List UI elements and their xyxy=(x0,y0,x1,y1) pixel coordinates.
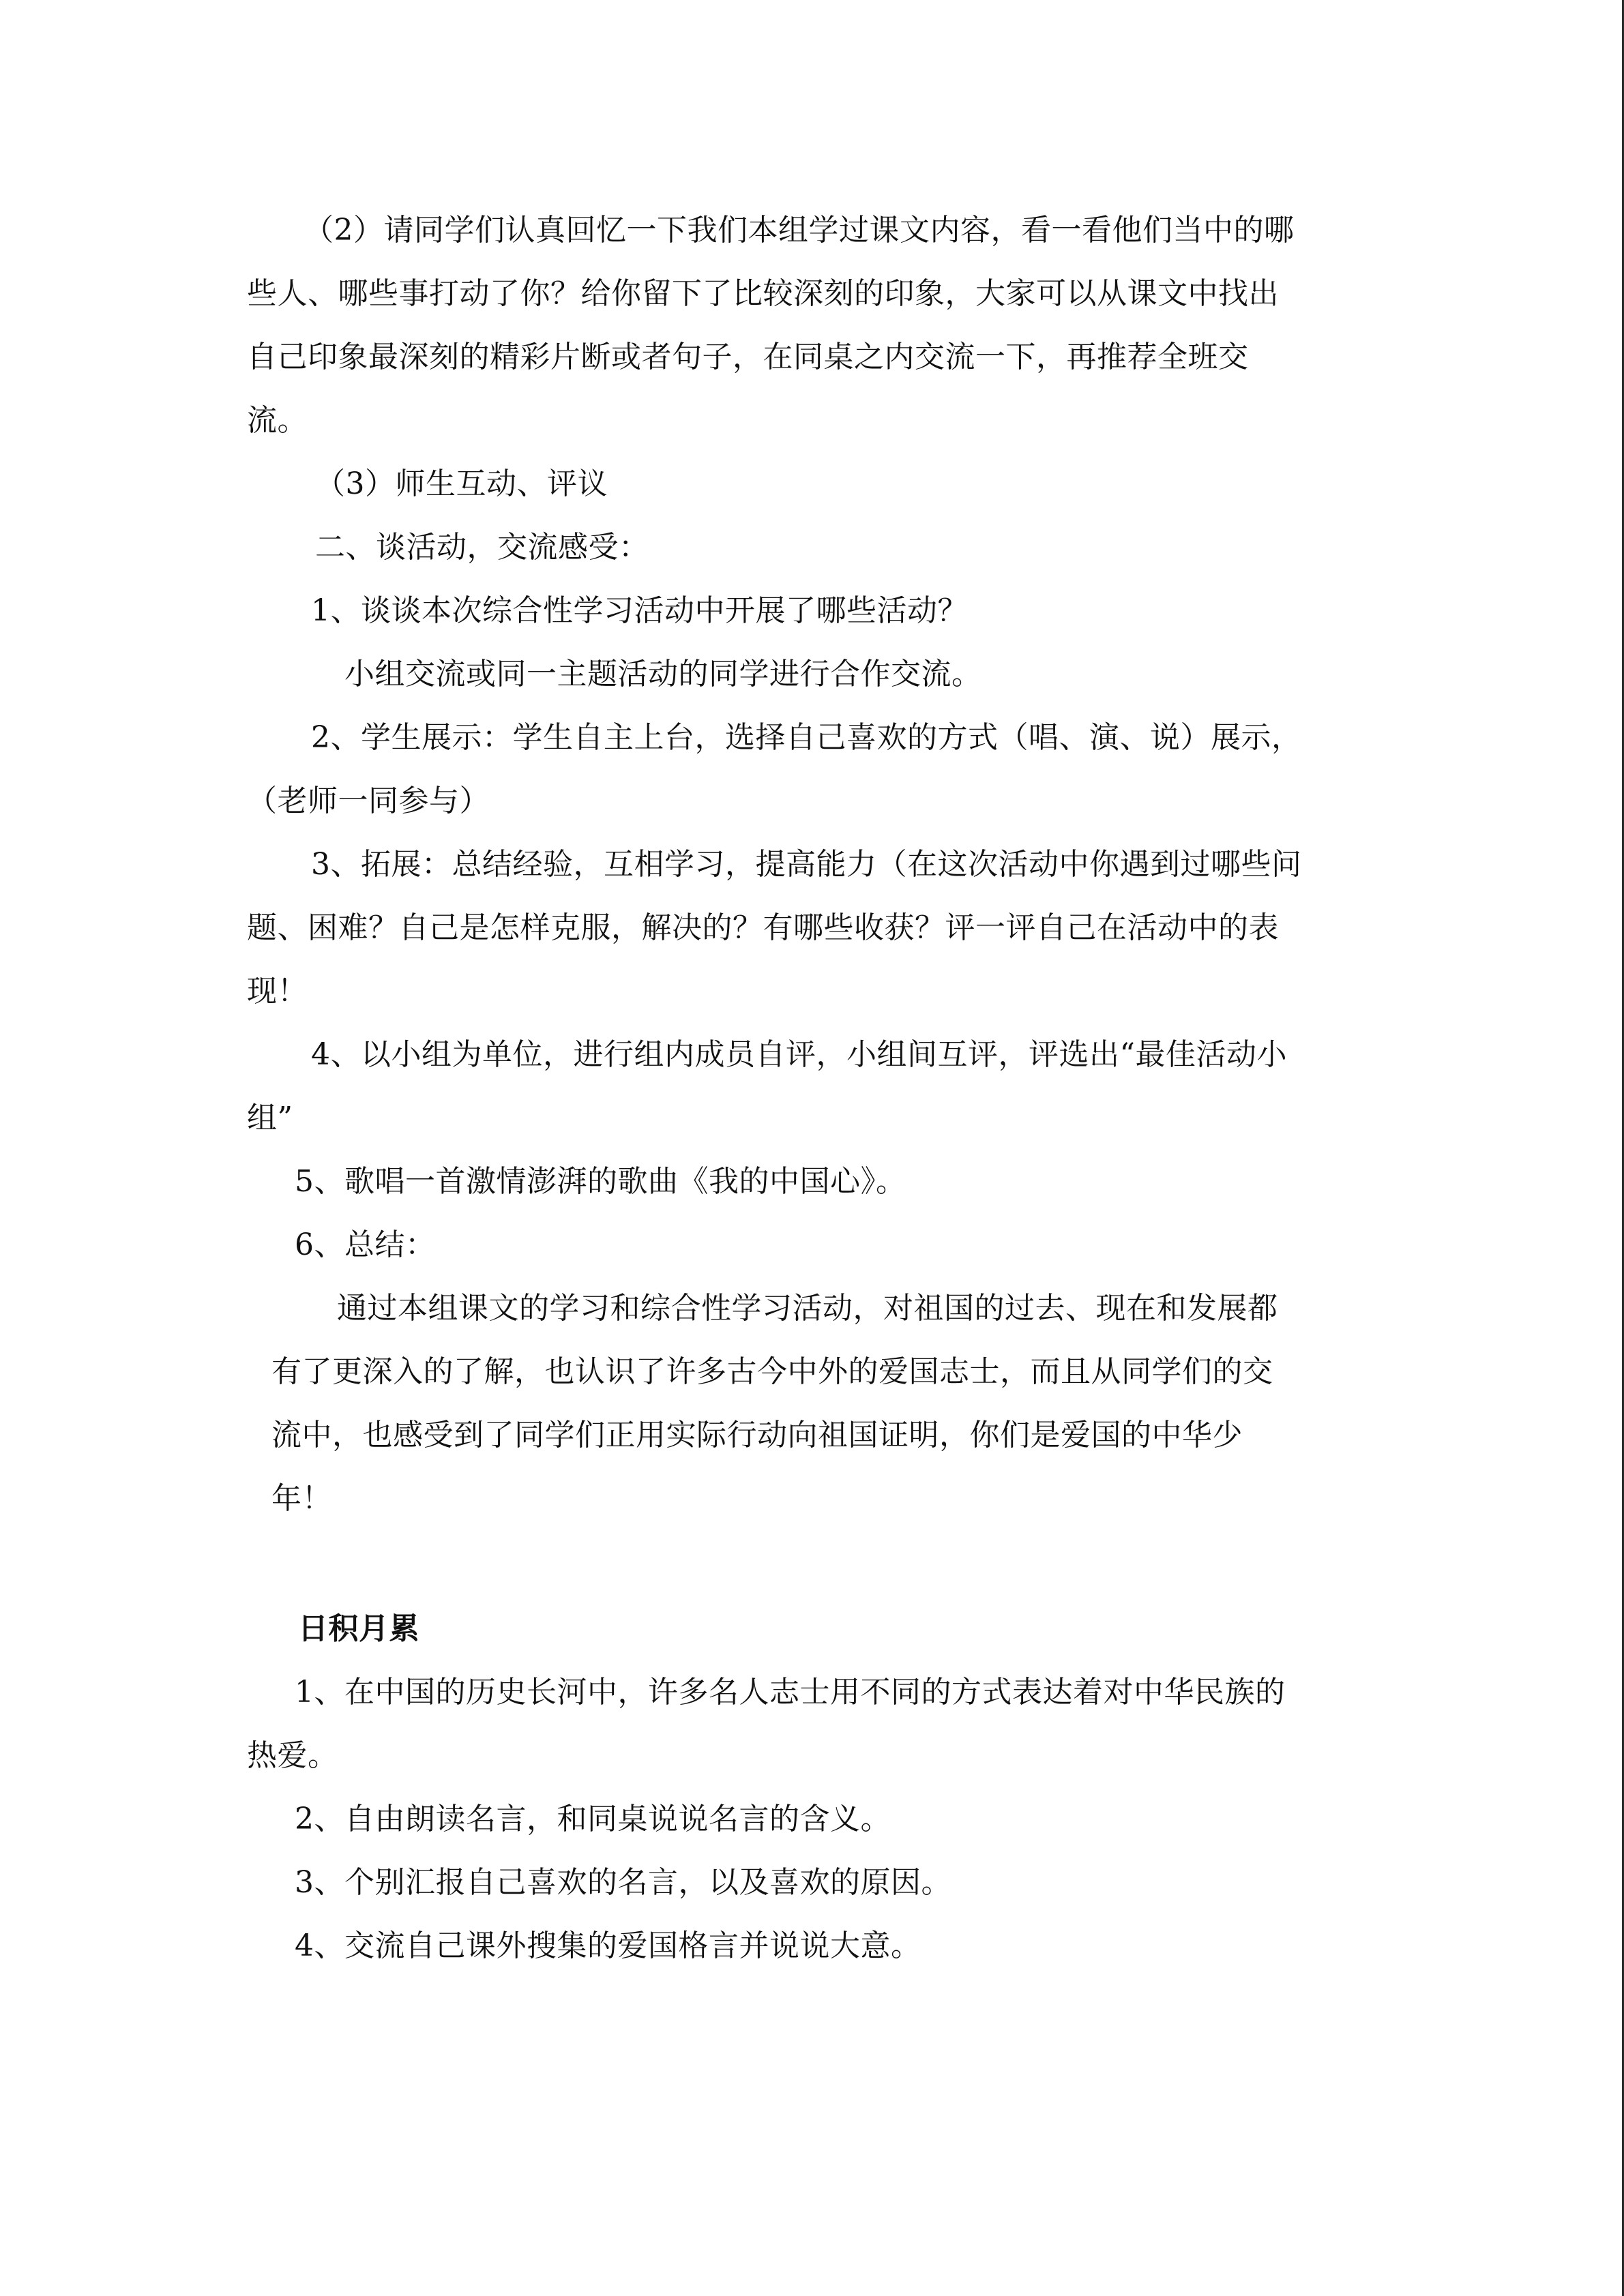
paragraph-2-line-1: （2）请同学们认真回忆一下我们本组学过课文内容，看一看他们当中的哪 xyxy=(304,213,1295,248)
activity-item-2-line-1: 2、学生展示：学生自主上台，选择自己喜欢的方式（唱、演、说）展示， xyxy=(311,720,1302,755)
activity-item-6: 6、总结： xyxy=(295,1227,436,1262)
paragraph-2-line-2: 些人、哪些事打动了你？给你留下了比较深刻的印象，大家可以从课文中找出 xyxy=(247,276,1279,311)
paragraph-2-line-3: 自己印象最深刻的精彩片断或者句子，在同桌之内交流一下，再推荐全班交 xyxy=(247,340,1249,374)
daily-item-4: 4、交流自己课外搜集的爱国格言并说说大意。 xyxy=(295,1928,921,1963)
summary-line-2: 有了更深入的了解，也认识了许多古今中外的爱国志士，而且从同学们的交 xyxy=(271,1354,1273,1389)
activity-item-5: 5、歌唱一首激情澎湃的歌曲《我的中国心》。 xyxy=(295,1164,906,1199)
summary-line-3: 流中，也感受到了同学们正用实际行动向祖国证明，你们是爱国的中华少 xyxy=(271,1418,1243,1452)
activity-item-3-line-3: 现！ xyxy=(247,974,308,1009)
daily-item-1-line-1: 1、在中国的历史长河中，许多名人志士用不同的方式表达着对中华民族的 xyxy=(295,1675,1286,1710)
daily-item-2: 2、自由朗读名言，和同桌说说名言的含义。 xyxy=(295,1802,891,1836)
daily-item-1-line-2: 热爱。 xyxy=(247,1738,338,1773)
activity-item-3-line-2: 题、困难？自己是怎样克服，解决的？有哪些收获？评一评自己在活动中的表 xyxy=(247,910,1279,945)
daily-item-3: 3、个别汇报自己喜欢的名言，以及喜欢的原因。 xyxy=(295,1865,951,1900)
activity-item-2-line-2: （老师一同参与） xyxy=(247,784,490,818)
paragraph-3: （3）师生互动、评议 xyxy=(315,466,608,501)
activity-item-4-line-2: 组” xyxy=(247,1101,293,1135)
part-2-title: 二、谈活动，交流感受： xyxy=(315,530,649,565)
summary-line-1: 通过本组课文的学习和综合性学习活动，对祖国的过去、现在和发展都 xyxy=(337,1291,1278,1326)
paragraph-2-line-4: 流。 xyxy=(247,403,308,438)
daily-section-title: 日积月累 xyxy=(298,1611,419,1646)
activity-item-1: 1、谈谈本次综合性学习活动中开展了哪些活动？ xyxy=(311,593,968,628)
activity-item-4-line-1: 4、以小组为单位，进行组内成员自评，小组间互评，评选出“最佳活动小 xyxy=(311,1037,1287,1072)
summary-line-4: 年！ xyxy=(271,1481,332,1516)
activity-item-1-sub: 小组交流或同一主题活动的同学进行合作交流。 xyxy=(344,657,982,691)
activity-item-3-line-1: 3、拓展：总结经验，互相学习，提高能力（在这次活动中你遇到过哪些问 xyxy=(311,847,1302,882)
